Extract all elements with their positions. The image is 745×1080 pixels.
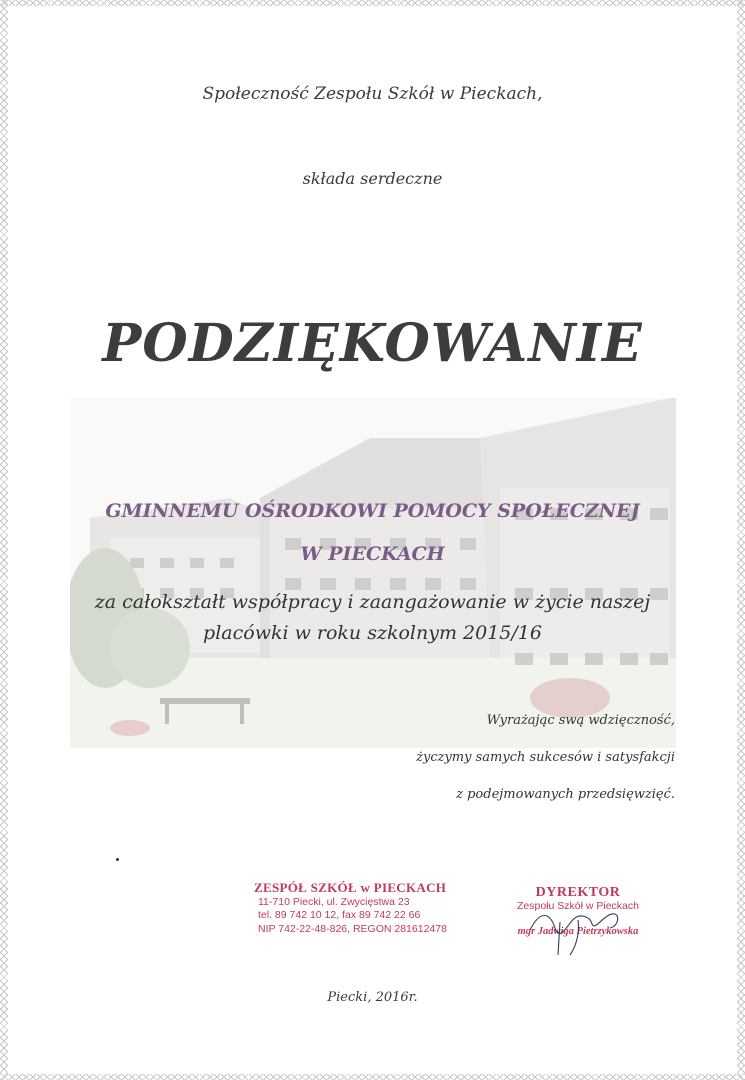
wishes-line-2: życzymy samych sukcesów i satysfakcji [416,750,675,765]
decorative-border-left [0,0,8,1080]
school-stamp-phone: tel. 89 742 10 12, fax 89 742 22 66 [258,909,421,922]
director-stamp-name: mgr Jadwiga Pietrzykowska [517,926,639,937]
school-stamp [254,880,454,936]
reason-line-1: za całokształt współpracy i zaangażowanie w życie naszej [94,591,651,613]
page-title: PODZIĘKOWANIE [102,313,643,374]
director-stamp-title: DYREKTOR [535,885,621,900]
intro-text: składa serdeczne [302,169,443,188]
recipient-line-2: W PIECKACH [300,543,445,565]
place-date: Piecki, 2016r. [327,990,418,1005]
school-stamp-ids: NIP 742-22-48-826, REGON 281612478 [258,922,447,935]
reason-line-2: placówki w roku szkolnym 2015/16 [203,622,542,644]
school-stamp-name: ZESPÓŁ SZKÓŁ w PIECKACH [254,880,447,895]
director-stamp-school: Zespołu Szkół w Pieckach [517,900,639,912]
wishes-line-3: z podejmowanych przedsięwzięć. [456,787,675,802]
recipient-line-1: GMINNEMU OŚRODKOWI POMOCY SPOŁECZNEJ [105,500,640,522]
decorative-border-bottom [0,1074,745,1080]
stray-dot [116,858,119,861]
decorative-border-top [0,0,745,6]
decorative-border-right [737,0,745,1080]
header-community: Społeczność Zespołu Szkół w Pieckach, [202,84,543,104]
director-signature [520,900,630,960]
school-building-photo [70,398,676,748]
wishes-line-1: Wyrażając swą wdzięczność, [486,713,675,728]
school-stamp-address: 11-710 Piecki, ul. Zwycięstwa 23 [258,896,410,909]
